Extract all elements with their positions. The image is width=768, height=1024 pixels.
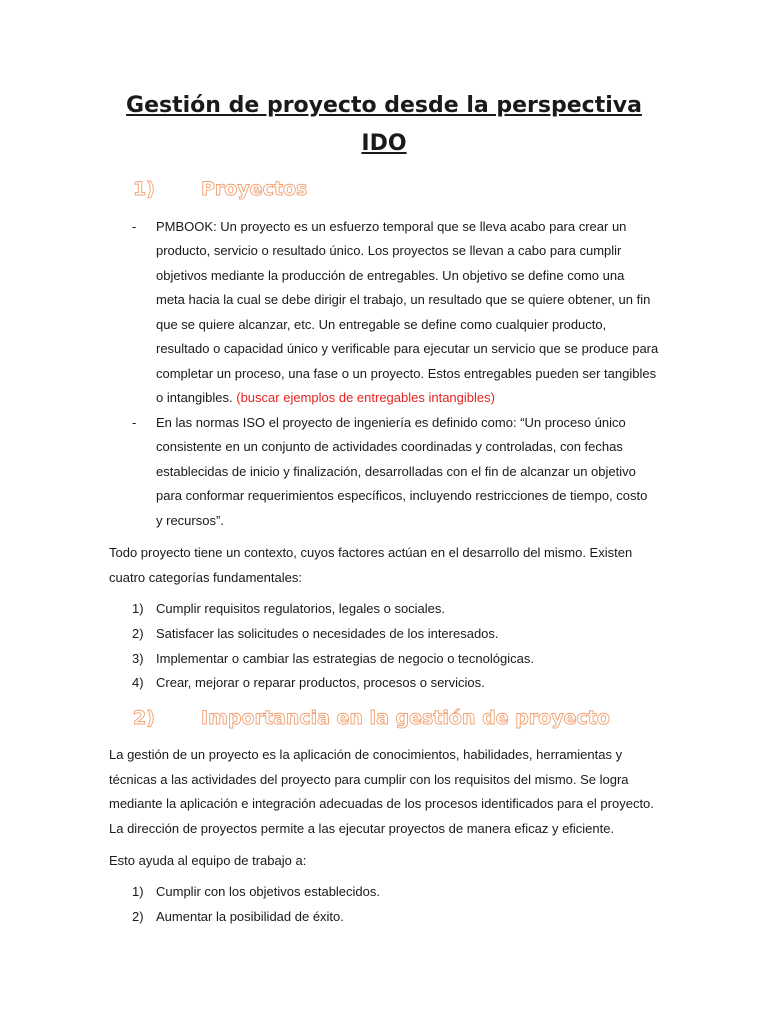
bullet2-line: consistente en un conjunto de actividades coordinadas y controladas, con fechas	[156, 439, 623, 454]
paragraph1-line: Todo proyecto tiene un contexto, cuyos factores actúan en el desarrollo del mismo. Existen	[109, 545, 633, 560]
list1-item: Implementar o cambiar las estrategias de negocio o tecnológicas.	[156, 651, 534, 666]
bullet1-line: resultado o capacidad único y verificable para ejecutar un servicio que se produce para	[156, 341, 659, 356]
paragraph3: Esto ayuda al equipo de trabajo a:	[109, 853, 307, 868]
bullet1-line: PMBOOK: Un proyecto es un esfuerzo temporal que se lleva acabo para crear un	[156, 219, 627, 234]
section2-number: 2)	[133, 707, 155, 729]
bullet-marker: -	[132, 219, 137, 234]
list2-item: Cumplir con los objetivos establecidos.	[156, 884, 380, 899]
section1-number: 1)	[133, 178, 155, 200]
document-title-line2: IDO	[361, 131, 407, 156]
paragraph2-line: técnicas a las actividades del proyecto para cumplir con los requisitos del mismo. Se logra	[109, 772, 629, 787]
bullet1-red-note: (buscar ejemplos de entregables intangibles)	[236, 390, 495, 405]
list1-item: Crear, mejorar o reparar productos, procesos o servicios.	[156, 675, 485, 690]
bullet1-last-text: o intangibles.	[156, 390, 233, 405]
bullet1-last-line	[156, 390, 495, 406]
list1-item: Cumplir requisitos regulatorios, legales o sociales.	[156, 601, 446, 616]
section2-title: Importancia en la gestión de proyecto	[201, 707, 610, 729]
section2-heading	[133, 706, 610, 730]
list1-item: Satisfacer las solicitudes o necesidades de los interesados.	[156, 626, 499, 641]
list1-number: 3)	[132, 651, 144, 666]
bullet1-line: meta hacia la cual se debe dirigir el trabajo, un resultado que se quiere obtener, un fin	[156, 292, 651, 307]
bullet1-line: completar un proceso, una fase o un proyecto. Estos entregables pueden ser tangibles	[156, 366, 657, 381]
bullet2-line: para conformar requerimientos específicos, incluyendo restricciones de tiempo, costo	[156, 488, 648, 503]
bullet2-line: En las normas ISO el proyecto de ingeniería es definido como: “Un proceso único	[156, 415, 626, 430]
paragraph1-line: cuatro categorías fundamentales:	[109, 570, 302, 585]
section1-heading	[133, 177, 307, 201]
paragraph2-line: mediante la aplicación e integración adecuadas de los procesos identificados para el proyecto.	[109, 796, 654, 811]
list2-number: 1)	[132, 884, 144, 899]
section1-title: Proyectos	[201, 178, 308, 200]
paragraph2-line: La gestión de un proyecto es la aplicación de conocimientos, habilidades, herramientas y	[109, 747, 623, 762]
bullet-marker: -	[132, 415, 137, 430]
paragraph2-line: La dirección de proyectos permite a las ejecutar proyectos de manera eficaz y eficiente.	[109, 821, 615, 836]
list1-number: 1)	[132, 601, 144, 616]
list2-number: 2)	[132, 909, 144, 924]
bullet2-line: establecidas de inicio y finalización, desarrolladas con el fin de alcanzar un objetivo	[156, 464, 636, 479]
list1-number: 4)	[132, 675, 144, 690]
bullet1-line: objetivos mediante la producción de entregables. Un objetivo se define como una	[156, 268, 625, 283]
bullet1-line: producto, servicio o resultado único. Los proyectos se llevan a cabo para cumplir	[156, 243, 622, 258]
bullet1-line: que se quiere alcanzar, etc. Un entregable se define como cualquier producto,	[156, 317, 607, 332]
list1-number: 2)	[132, 626, 144, 641]
bullet2-line: y recursos”.	[156, 513, 224, 528]
list2-item: Aumentar la posibilidad de éxito.	[156, 909, 344, 924]
document-title-line1: Gestión de proyecto desde la perspectiva	[126, 93, 642, 118]
